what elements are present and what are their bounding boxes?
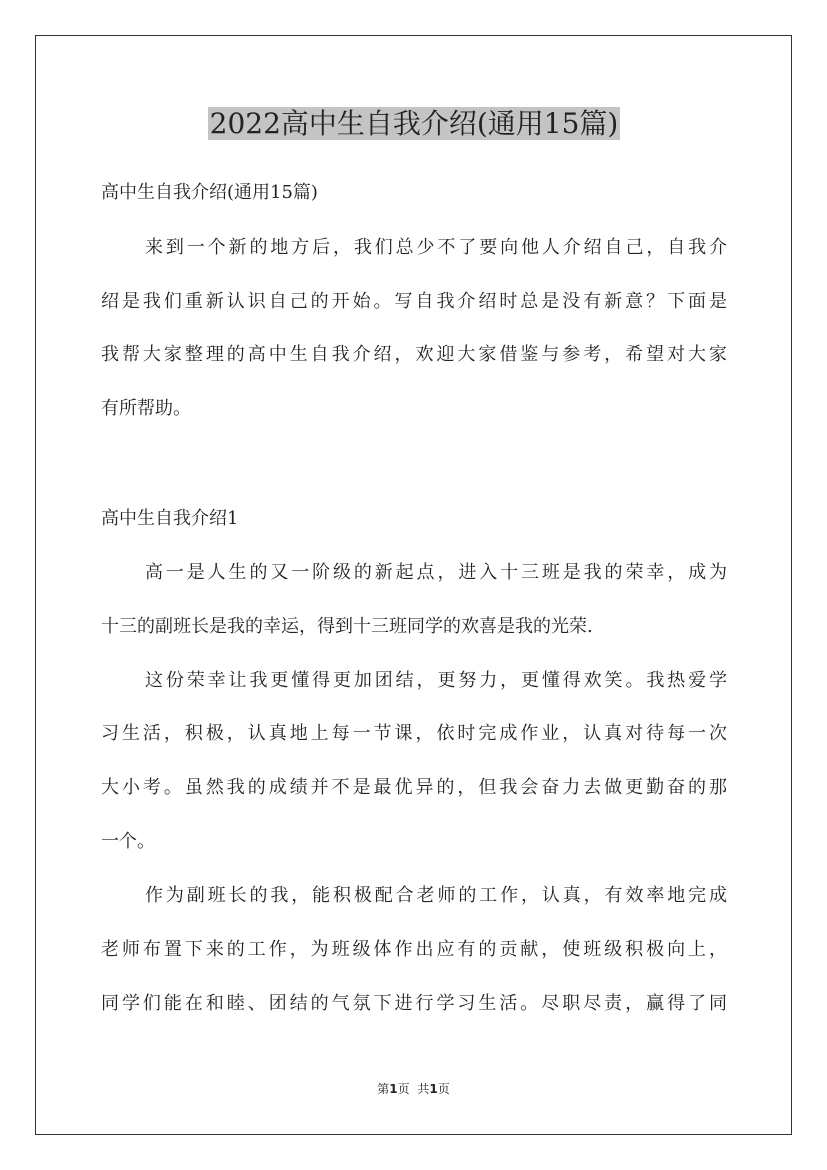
section-line: 作为副班长的我，能积极配合老师的工作，认真，有效率地完成 — [145, 885, 727, 906]
section-line: 大小考。虽然我的成绩并不是最优异的，但我会奋力去做更勤奋的那 — [101, 777, 727, 798]
total-prefix: 共 — [417, 1082, 430, 1096]
section-line: 这份荣幸让我更懂得更加团结，更努力，更懂得欢笑。我热爱学 — [145, 670, 727, 691]
intro-line: 有所帮助。 — [101, 398, 191, 419]
document-title — [101, 102, 727, 146]
section-line: 一个。 — [101, 831, 155, 852]
intro-line: 来到一个新的地方后，我们总少不了要向他人介绍自己，自我介 — [145, 237, 727, 258]
section-line: 十三的副班长是我的幸运，得到十三班同学的欢喜是我的光荣. — [101, 616, 593, 637]
intro-line: 我帮大家整理的高中生自我介绍，欢迎大家借鉴与参考，希望对大家 — [101, 344, 727, 365]
total-suffix: 页 — [437, 1082, 450, 1096]
section-line: 同学们能在和睦、团结的气氛下进行学习生活。尽职尽责，赢得了同 — [101, 993, 727, 1014]
section-line: 高一是人生的又一阶级的新起点，进入十三班是我的荣幸，成为 — [145, 562, 727, 583]
section-line: 老师布置下来的工作，为班级体作出应有的贡献，使班级积极向上， — [101, 939, 727, 960]
page-prefix: 第 — [377, 1082, 390, 1096]
intro-line: 绍是我们重新认识自己的开始。写自我介绍时总是没有新意？下面是 — [101, 291, 727, 312]
page-number: 1 — [389, 1082, 398, 1096]
document-title-text: 2022高中生自我介绍(通用15篇) — [209, 107, 619, 140]
section-line: 习生活，积极，认真地上每一节课，依时完成作业，认真对待每一次 — [101, 723, 727, 744]
section-heading: 高中生自我介绍1 — [101, 508, 239, 529]
total-pages: 1 — [429, 1082, 438, 1096]
document-subtitle: 高中生自我介绍(通用15篇) — [101, 182, 318, 203]
page-suffix: 页 — [397, 1082, 410, 1096]
page-footer — [0, 1080, 827, 1097]
